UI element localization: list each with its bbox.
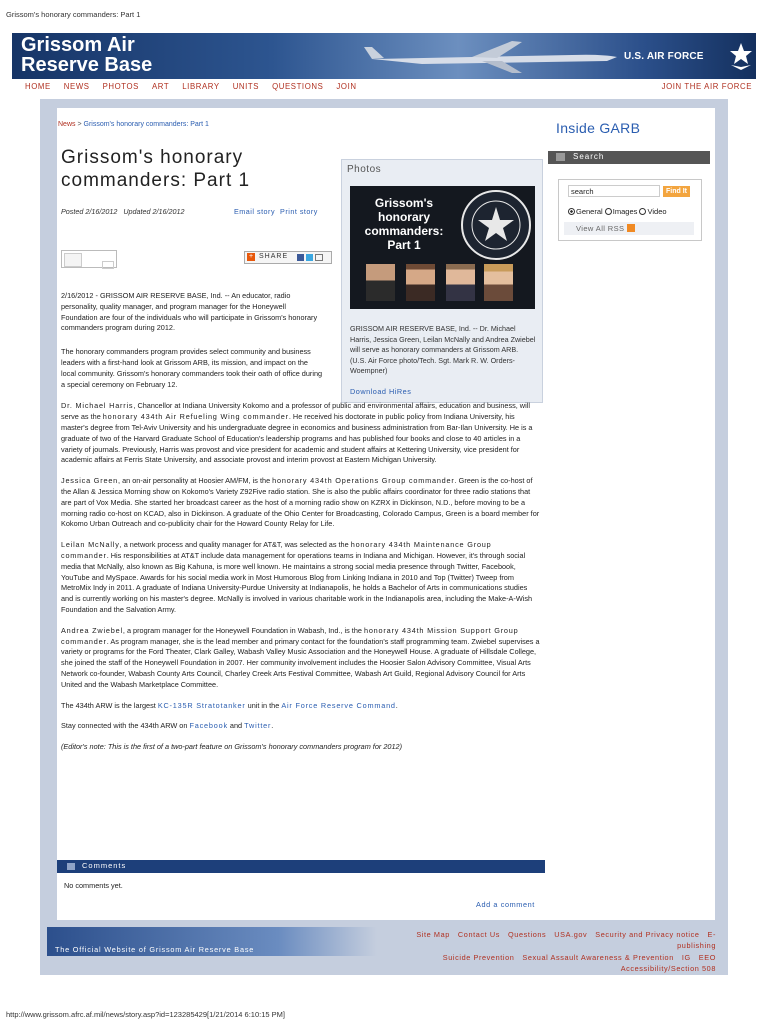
- footer-link-suicide-prevention[interactable]: Suicide Prevention: [442, 952, 515, 962]
- site-banner[interactable]: [12, 33, 756, 79]
- radio-video[interactable]: [639, 208, 646, 215]
- editors-note: (Editor's note: This is the first of a two-part feature on Grissom's honorary commanders program for 2012): [61, 742, 403, 752]
- paragraph-harris: [61, 401, 541, 466]
- role-green: honorary 434th Operations Group commander: [272, 476, 455, 486]
- nav-photos[interactable]: PHOTOS: [102, 82, 139, 91]
- add-comment-link[interactable]: Add a comment: [476, 900, 535, 909]
- text-mcnally-a: , a network process and quality manager for AT&T, was selected as the: [119, 540, 351, 550]
- top-nav: [12, 82, 756, 94]
- article-body: [61, 291, 541, 763]
- air-force-symbol-icon: [729, 41, 753, 71]
- footer-link-site-map[interactable]: Site Map: [416, 930, 450, 939]
- role-mcnally: honorary 434th Maintenance Group commander: [61, 540, 492, 560]
- facebook-link[interactable]: Facebook: [189, 721, 228, 731]
- breadcrumb-separator: >: [75, 121, 84, 128]
- footer-link-e-publishing[interactable]: E-publishing: [677, 930, 716, 951]
- inside-garb-title[interactable]: Inside GARB: [556, 120, 641, 136]
- footer-link-questions[interactable]: Questions: [508, 930, 547, 939]
- radio-general[interactable]: [568, 208, 575, 215]
- posted-date: [61, 207, 185, 216]
- paragraph-mcnally: [61, 540, 541, 616]
- share-button[interactable]: [244, 251, 332, 264]
- honorary-commanders-seal-icon: [460, 189, 532, 261]
- site-title-line1: Grissom Air: [21, 34, 135, 56]
- paragraph-zwiebel: [61, 626, 541, 691]
- kc135-plane-icon: [362, 39, 622, 75]
- download-hires-link[interactable]: Download HiRes: [350, 387, 412, 396]
- role-harris: honorary 434th Air Refueling Wing commander: [102, 412, 289, 422]
- posted-label: Posted 2/16/2012: [61, 207, 118, 216]
- text-size-control[interactable]: [61, 250, 117, 268]
- text-434th-a: The 434th ARW is the largest: [61, 700, 158, 710]
- nav-art[interactable]: ART: [151, 82, 170, 91]
- nav-join-air-force[interactable]: JOIN THE AIR FORCE: [661, 82, 752, 91]
- afrc-link[interactable]: Air Force Reserve Command: [281, 700, 396, 710]
- name-zwiebel: Andrea Zwiebel: [61, 625, 123, 635]
- comments-icon: [67, 863, 75, 870]
- paragraph-social: [61, 721, 541, 732]
- role-zwiebel: honorary 434th Mission Support Group commander: [61, 625, 519, 646]
- printed-url: http://www.grissom.afrc.af.mil/news/story.asp?id=123285429[1/21/2014 6:10:15 PM]: [6, 1010, 285, 1019]
- photo-caption: GRISSOM AIR RESERVE BASE, Ind. -- Dr. Michael Harris, Jessica Green, Leilan McNally and Andrea Zwiebel will serve as honorary commanders at Grissom ARB. (U.S. Air Force photo/Tech. Sgt. Mark R. W. Orders-Woempner): [350, 324, 536, 375]
- share-plus-icon: +: [248, 253, 254, 260]
- search-panel: [558, 179, 702, 241]
- text-434th-b: unit in the: [245, 700, 282, 710]
- browser-page-title: Grissom's honorary commanders: Part 1: [6, 10, 141, 19]
- text-zwiebel-b: . As program manager, she is the lead member and primary contact for the foundation's staff programming team. Zwiebel supervises a variety or programs for the Ford Theater, Clark Galley, Wabash Valley Music Association and the Honeywell House. A graduate of Hillsdale College, she joined the staff of the Honeywell Foundation in 2007. Her community involvement includes the Hoosier Salon Advisory Committee, Visual Arts Network co-founder, Wabash County Arts Council, Charley Creek Arts Festival Committee, Wabash Art Guild, Regional Advisory Council for Arts United and the Wabash Marketplace Committee.: [61, 636, 540, 689]
- text-mcnally-b: . His responsibilities at AT&T include data management for operations teams in Indiana and Michigan. However, it's through social media that McNally, also known as Big Kahuna, is more well known. He maintains a strong social media presence through Twitter, Facebook, YouTube and MySpace. Awards for his social media work in Most Humorous Blog from Linking Indiana in 2010 and Top (Twitter) Tweep from MetroMix Indy in 2011. A graduate of Indiana University-Purdue University at Indianapolis, he holds a Bachelor of Arts in communications studies and is currently working on his master's degree. McNally is involved in various charitable work in the Indianapolis area, including the Make-A-Wish Foundation and the Salvation Army.: [61, 550, 533, 614]
- footer-link-security-privacy[interactable]: Security and Privacy notice: [595, 930, 700, 939]
- footer-link-usa-gov[interactable]: USA.gov: [554, 930, 588, 939]
- text-social-c: .: [271, 721, 274, 731]
- site-title-line2: Reserve Base: [21, 54, 153, 76]
- view-all-rss-link[interactable]: [564, 222, 694, 235]
- search-go-button[interactable]: Find It: [663, 186, 690, 197]
- text-green-a: , an on-air personality at Hoosier AM/FM, is the: [118, 476, 273, 486]
- paragraph-434th: [61, 701, 541, 712]
- footer-link-ig[interactable]: IG: [681, 952, 691, 962]
- name-green: Jessica Green: [61, 476, 119, 486]
- no-comments-text: No comments yet.: [64, 881, 123, 890]
- photo-image-title: Grissom's honorary commanders: Part 1: [364, 196, 444, 252]
- site-title: [21, 35, 152, 75]
- search-header: [548, 151, 710, 164]
- search-input[interactable]: search: [568, 185, 660, 197]
- text-green-b: . Green is the co-host of the Allan & Jessica Morning show on Kokomo's Variety Z92Five radio station. She is also the public affairs coordinator for three radio stations that are part of Vox Media. She started her broadcast career as the host of a morning radio show on KZRX in Dickinson, N.D., before moving to be a morning radio co-host on KCAD, also in Dickinson. A graduate of the Ohio Center for Broadcasting, Colorado Campus, Green is a board member for Kokomo Urban Outreach and co-publicity chair for the Howard County Relay for Life.: [61, 476, 540, 529]
- text-size-small-button[interactable]: [64, 253, 82, 267]
- nav-home[interactable]: HOME: [25, 82, 51, 91]
- story-links: [234, 207, 323, 216]
- nav-news[interactable]: NEWS: [63, 82, 90, 91]
- comments-header: [57, 860, 545, 873]
- comments-header-label: Comments: [82, 861, 127, 870]
- footer-link-eeo[interactable]: EEO: [698, 952, 716, 962]
- share-label: SHARE: [259, 253, 289, 260]
- nav-join[interactable]: JOIN: [336, 82, 357, 91]
- search-options: [568, 207, 667, 216]
- radio-images-label: Images: [612, 207, 638, 216]
- paragraph-intro: 2/16/2012 - GRISSOM AIR RESERVE BASE, Ind. -- An educator, radio personality, quality manager, and program manager for the Honeywell Foundation are four of the individuals who will participate in Grissom's honorary commanders program during 2012.: [61, 291, 318, 333]
- photo-box-header: Photos: [347, 164, 382, 175]
- text-social-b: and: [227, 721, 245, 731]
- print-story-link[interactable]: Print story: [280, 207, 318, 216]
- search-header-label: Search: [573, 152, 605, 161]
- paragraph-program: The honorary commanders program provides select community and business leaders with a first-hand look at Grissom ARB, its mission, and impact on the local community. Grissom's honorary commanders took their oath of office during a special ceremony on February 12.: [61, 347, 323, 389]
- view-all-rss-label: View All RSS: [576, 224, 625, 233]
- text-harris-b: . He received his doctorate in public policy from Indiana University, his master's degree from Tel-Aviv University and his undergraduate degree in economics and business administration from Bar-Ilan University. He is a graduate of two of the Harvard Graduate School of Education's leadership programs and has published four books and close to 40 articles in a variety of journals. Previously, Harris was provost and vice president for academic and student affairs at Kettering University, vice president for academic affairs at Ferris State University, and associate provost and interim provost at Eastern Michigan University.: [61, 412, 533, 465]
- breadcrumb-news-link[interactable]: News: [58, 121, 76, 128]
- name-harris: Dr. Michael Harris: [61, 401, 134, 411]
- radio-video-label: Video: [647, 207, 667, 216]
- footer-link-accessibility[interactable]: Accessibility/Section 508: [620, 963, 716, 973]
- text-harris-a: , Chancellor at Indiana University Kokomo and a professor of public and environmental affairs, education and business, will serve as the: [61, 401, 530, 422]
- updated-label: Updated 2/16/2012: [123, 207, 185, 216]
- breadcrumb: [58, 121, 209, 128]
- facebook-icon[interactable]: [297, 254, 304, 261]
- twitter-icon[interactable]: [306, 254, 313, 261]
- text-social-a: Stay connected with the 434th ARW on: [61, 721, 190, 731]
- kc135-link[interactable]: KC-135R Stratotanker: [157, 700, 246, 710]
- radio-general-label: General: [576, 207, 603, 216]
- nav-questions[interactable]: QUESTIONS: [272, 82, 324, 91]
- footer-link-contact-us[interactable]: Contact Us: [457, 930, 501, 939]
- text-434th-c: .: [395, 700, 398, 710]
- rss-icon: [627, 224, 635, 232]
- usaf-wordmark: U.S. AIR FORCE: [624, 51, 704, 62]
- email-story-link[interactable]: Email story: [234, 207, 276, 216]
- name-mcnally: Leilan McNally: [61, 540, 120, 550]
- radio-images[interactable]: [605, 208, 612, 215]
- nav-units[interactable]: UNITS: [232, 82, 260, 91]
- nav-library[interactable]: LIBRARY: [182, 82, 220, 91]
- footer-links: [370, 929, 716, 974]
- breadcrumb-current-link[interactable]: Grissom's honorary commanders: Part 1: [83, 121, 209, 128]
- email-icon[interactable]: [315, 254, 323, 261]
- text-size-large-button[interactable]: [102, 261, 114, 269]
- official-website-text: The Official Website of Grissom Air Reserve Base: [55, 945, 255, 954]
- footer-link-sexual-assault[interactable]: Sexual Assault Awareness & Prevention: [522, 952, 674, 962]
- search-header-icon: [556, 153, 565, 161]
- paragraph-green: [61, 476, 541, 530]
- article-headline: Grissom's honorary commanders: Part 1: [61, 147, 251, 191]
- twitter-link[interactable]: Twitter: [244, 721, 272, 731]
- text-zwiebel-a: , a program manager for the Honeywell Foundation in Wabash, Ind., is the: [122, 625, 364, 635]
